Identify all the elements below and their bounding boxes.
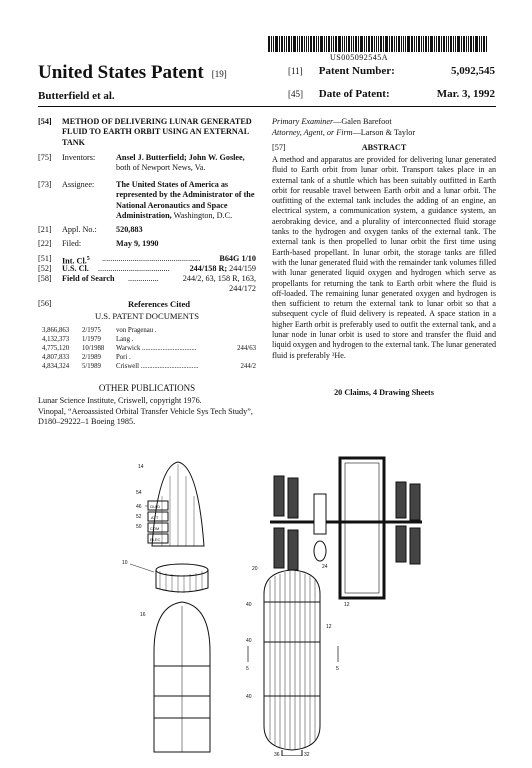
solar-array-1 — [274, 476, 284, 516]
label-5-right: 5 — [336, 666, 339, 672]
other-pub-2: Vinopal, “Aeroassisted Orbital Transfer Vehicle Sys Tech Study”, D180–29222–1 Boeing 1985. — [38, 407, 253, 427]
barcode-bar — [394, 36, 395, 52]
barcode-bar — [398, 36, 400, 52]
barcode-bar — [351, 36, 352, 52]
barcode-bar — [421, 36, 422, 52]
reference-name: Pori . — [116, 354, 131, 361]
label-40-a: 40 — [246, 602, 252, 608]
uscl-label: U.S. Cl. — [62, 264, 89, 273]
barcode-bar — [428, 36, 429, 52]
patent-date-line — [288, 88, 495, 100]
header-rule — [38, 106, 496, 107]
country-title-text: United States Patent — [38, 62, 204, 83]
barcode-bar — [335, 36, 337, 52]
refs-title: References Cited — [127, 299, 191, 309]
barcode-bar — [443, 36, 445, 52]
examiner-label: Primary Examiner — [272, 117, 334, 126]
label-20: 20 — [252, 566, 258, 572]
reference-number: 4,807,833 — [42, 354, 70, 361]
reference-name: Criswell .................................. — [116, 363, 199, 370]
barcode-bar — [313, 36, 315, 52]
label-46: 46 — [136, 504, 142, 510]
external-tank-exploded — [130, 462, 210, 752]
uscl-value-rest: 244/159 — [229, 264, 256, 273]
abstract-title: ABSTRACT — [361, 143, 407, 152]
reference-class: 244/63 — [237, 345, 256, 352]
barcode-bar — [385, 36, 388, 52]
intcl-value: B64G 1/10 — [219, 254, 256, 263]
barcode-bar — [328, 36, 330, 52]
label-32: 32 — [304, 752, 310, 756]
attorney-name: —Larson & Taylor — [352, 128, 416, 137]
search-value: 244/2, 63, 158 R, 163, 244/172 — [182, 274, 256, 294]
label-guid: GUID — [150, 504, 160, 509]
label-att: ATT — [151, 515, 159, 520]
reference-number: 3,866,863 — [42, 327, 70, 334]
barcode-bar — [304, 36, 305, 52]
barcode-bar — [316, 36, 317, 52]
barcode-bar — [320, 36, 323, 52]
barcode-bar — [366, 36, 367, 52]
barcode-bar — [288, 36, 290, 52]
us-docs-title: U.S. PATENT DOCUMENTS — [94, 311, 200, 321]
inventors-location: both of Newport News, Va. — [116, 163, 206, 173]
barcode-bar — [291, 36, 292, 52]
barcode-bar — [466, 36, 467, 52]
reference-class: 244/2 — [240, 363, 256, 370]
barcode-bar — [463, 36, 465, 52]
inventors-names: Ansel J. Butterfield; John W. Goslee, — [116, 153, 245, 162]
filed-label: Filed: — [62, 239, 82, 248]
intcl-sup: 5 — [86, 256, 90, 262]
uscl-dots: ................................... — [98, 264, 170, 273]
country-title — [38, 62, 227, 84]
barcode-bar — [318, 36, 319, 52]
barcode-bar — [411, 36, 413, 52]
inventors-value — [116, 153, 256, 174]
barcode-bar — [368, 36, 370, 52]
reference-date: 10/1988 — [82, 345, 105, 352]
barcode-bar — [438, 36, 440, 52]
barcode-bar — [346, 36, 347, 52]
assignee-location: Washington, D.C. — [173, 211, 233, 221]
barcode-bar — [355, 36, 357, 52]
barcode-bar — [423, 36, 424, 52]
barcode-bar — [286, 36, 287, 52]
barcode-bar — [308, 36, 309, 52]
barcode-bar — [281, 36, 283, 52]
assignee-value — [116, 180, 256, 222]
barcode-bar — [448, 36, 449, 52]
barcode-bar — [358, 36, 359, 52]
barcode-bar — [414, 36, 415, 52]
reference-name: von Pragenau . — [116, 327, 157, 334]
intcl-dots: ................................................ — [102, 254, 201, 263]
label-elec: ELEC — [150, 537, 161, 542]
barcode-bar — [310, 36, 312, 52]
barcode-bar — [461, 36, 462, 52]
appl-label: Appl. No.: — [62, 225, 97, 234]
inventors-label: Inventors: — [62, 153, 96, 162]
barcode-bar — [353, 36, 354, 52]
invention-title: METHOD OF DELIVERING LUNAR GENERATED FLUID TO EARTH ORBIT USING AN EXTERNAL TANK — [62, 117, 252, 147]
inventors-short: Butterfield et al. — [38, 90, 115, 102]
assignee-label: Assignee: — [62, 180, 95, 189]
patent-date: Mar. 3, 1992 — [436, 88, 495, 100]
barcode-bar — [348, 36, 350, 52]
barcode-bar — [376, 36, 377, 52]
abstract-heading — [272, 143, 496, 153]
filed-code: [22] — [38, 239, 52, 248]
barcode-bar — [275, 36, 278, 52]
barcode-bar — [430, 36, 433, 52]
patent-number-label: Patent Number: — [318, 65, 395, 77]
barcode-bar — [324, 36, 325, 52]
barcode-bar — [434, 36, 435, 52]
barcode-bar — [293, 36, 296, 52]
label-24: 24 — [322, 564, 328, 570]
barcode-bar — [425, 36, 427, 52]
tank-cutaway — [248, 570, 338, 756]
barcode-bar — [364, 36, 365, 52]
patent-number-line — [288, 65, 495, 77]
patent-number: 5,092,545 — [451, 65, 495, 77]
barcode-bar — [479, 36, 480, 52]
barcode-bar — [360, 36, 363, 52]
reference-name: Lang . — [116, 336, 134, 343]
barcode-bar — [380, 36, 382, 52]
barcode-bar — [455, 36, 456, 52]
reference-name: Warwick ................................ — [116, 345, 197, 352]
barcode-bar — [331, 36, 332, 52]
barcode-bar — [333, 36, 334, 52]
barcode-bar — [284, 36, 285, 52]
label-40-b: 40 — [246, 638, 252, 644]
barcode-bar — [271, 36, 272, 52]
inventors-code: [75] — [38, 153, 52, 162]
other-pubs-title: OTHER PUBLICATIONS — [98, 383, 196, 393]
station-frame — [340, 458, 384, 598]
label-12-tank: 12 — [326, 624, 332, 630]
barcode-bar — [374, 36, 375, 52]
patent-number-code: [11] — [288, 66, 303, 76]
barcode-bar — [407, 36, 410, 52]
reference-date: 5/1989 — [82, 363, 101, 370]
label-52: 52 — [136, 514, 142, 520]
patent-date-code: [45] — [288, 89, 303, 99]
barcode-bar — [389, 36, 390, 52]
barcode-bar — [468, 36, 469, 52]
barcode-bar — [475, 36, 478, 52]
barcode-bar — [453, 36, 454, 52]
examiner-line — [272, 117, 496, 127]
appl-code: [21] — [38, 225, 52, 234]
country-code: [19] — [211, 68, 227, 79]
label-16: 16 — [140, 612, 146, 618]
label-com: COM — [150, 526, 160, 531]
filed-date: May 9, 1990 — [116, 239, 159, 248]
attorney-label: Attorney, Agent, or Firm — [272, 128, 353, 137]
barcode-bar — [396, 36, 397, 52]
intcl-code: [51] — [38, 254, 52, 263]
uscl-value — [190, 264, 256, 274]
barcode-bar — [371, 36, 373, 52]
claims-line: 20 Claims, 4 Drawing Sheets — [334, 388, 434, 397]
barcode-bar — [446, 36, 447, 52]
reference-date: 2/1975 — [82, 327, 101, 334]
assignee-code: [73] — [38, 180, 52, 189]
barcode-bar — [306, 36, 307, 52]
barcode-bar — [403, 36, 404, 52]
uscl-code: [52] — [38, 264, 52, 273]
barcode-bar — [450, 36, 452, 52]
barcode-bar — [486, 36, 487, 52]
reference-number: 4,834,324 — [42, 363, 70, 370]
barcode-bar — [273, 36, 274, 52]
patent-date-label: Date of Patent: — [318, 88, 390, 100]
tank-outline — [264, 570, 320, 750]
barcode-bar — [401, 36, 402, 52]
barcode-bar — [338, 36, 341, 52]
barcode-bar — [342, 36, 343, 52]
refs-code: [56] — [38, 299, 52, 308]
label-12-station: 12 — [344, 602, 350, 608]
barcode-bar — [418, 36, 420, 52]
abstract-text: A method and apparatus are provided for delivering lunar generated fluid to Earth orbit from lunar orbit. Transport takes place in an external tank of a shuttle which has been suitably outfitted in Earth orbit for reusable travel between Earth orbit and a lunar orbit. The outfitting of the external tank includes the adding of an engine, an electrical system, a communication system, a guidance system, an aerobraking device, and a plurality of interconnected fluid storage tanks to the hydrogen and oxygen tanks of the external tank. The external tank is then propelled to lunar orbit the first time using Earth-based propellant. In lunar orbit, the storage tanks are filled with the lunar generated fluid with the remainder tank volumes filled with lunar generated liquid oxygen and hydrogen which serve as propellants for returning the tank to Earth orbit where the fluid is off-loaded. The remaining lunar generated oxygen and hydrogen is then sufficient to return the external tank to lunar orbit so that a subsequent cycle of fluid delivery is repeated. A space station in a higher Earth orbit is preferably used to outfit the external tank, and a lunar node in lunar orbit is used to store and transfer the fluid and liquid oxygen and hydrogen to the external tank. The lunar generated fluid is preferably ³He. — [272, 155, 496, 360]
attorney-line — [272, 128, 496, 138]
patent-drawing — [100, 456, 430, 756]
label-14: 14 — [138, 464, 144, 470]
barcode-bar — [473, 36, 474, 52]
intcl-label-text: Int. Cl. — [62, 256, 87, 265]
barcode-bar — [416, 36, 417, 52]
barcode-bar — [470, 36, 472, 52]
barcode-bar — [391, 36, 393, 52]
barcode-bar — [457, 36, 460, 52]
barcode-bar — [268, 36, 270, 52]
search-label: Field of Search — [62, 274, 115, 283]
abstract-code: [57] — [272, 143, 286, 152]
label-10: 10 — [122, 560, 128, 566]
uscl-value-main: 244/158 R; — [189, 264, 228, 273]
appl-number: 520,883 — [116, 225, 143, 234]
label-40-c: 40 — [246, 694, 252, 700]
label-5-left: 5 — [246, 666, 249, 672]
document-number: US005092545A — [330, 53, 389, 62]
barcode-bar — [405, 36, 406, 52]
barcode-bar — [441, 36, 442, 52]
barcode-bar — [326, 36, 327, 52]
search-dots: ............... — [128, 274, 159, 283]
barcode-bar — [378, 36, 379, 52]
examiner-name: —Galen Barefoot — [333, 117, 392, 126]
barcode-bar — [483, 36, 485, 52]
reference-number: 4,132,373 — [42, 336, 70, 343]
barcode-bar — [383, 36, 384, 52]
title-code: [54] — [38, 117, 52, 126]
barcode-bar — [299, 36, 300, 52]
search-code: [58] — [38, 274, 52, 283]
reference-date: 1/1979 — [82, 336, 101, 343]
barcode-bar — [301, 36, 303, 52]
label-36: 36 — [274, 752, 280, 756]
barcode-bar — [436, 36, 437, 52]
reference-date: 2/1989 — [82, 354, 101, 361]
label-50: 50 — [136, 524, 142, 530]
barcode-bar — [481, 36, 482, 52]
label-54: 54 — [136, 490, 142, 496]
barcode-bar — [297, 36, 298, 52]
barcode-bar — [279, 36, 280, 52]
other-pub-1: Lunar Science Institute, Criswell, copyright 1976. — [38, 396, 202, 405]
assignee-name: The United States of America as represented by the Administrator of the National Aeronautics and Space Administration, — [116, 180, 255, 221]
barcode-bar — [344, 36, 345, 52]
reference-number: 4,775,120 — [42, 345, 70, 352]
barcode — [268, 36, 490, 52]
